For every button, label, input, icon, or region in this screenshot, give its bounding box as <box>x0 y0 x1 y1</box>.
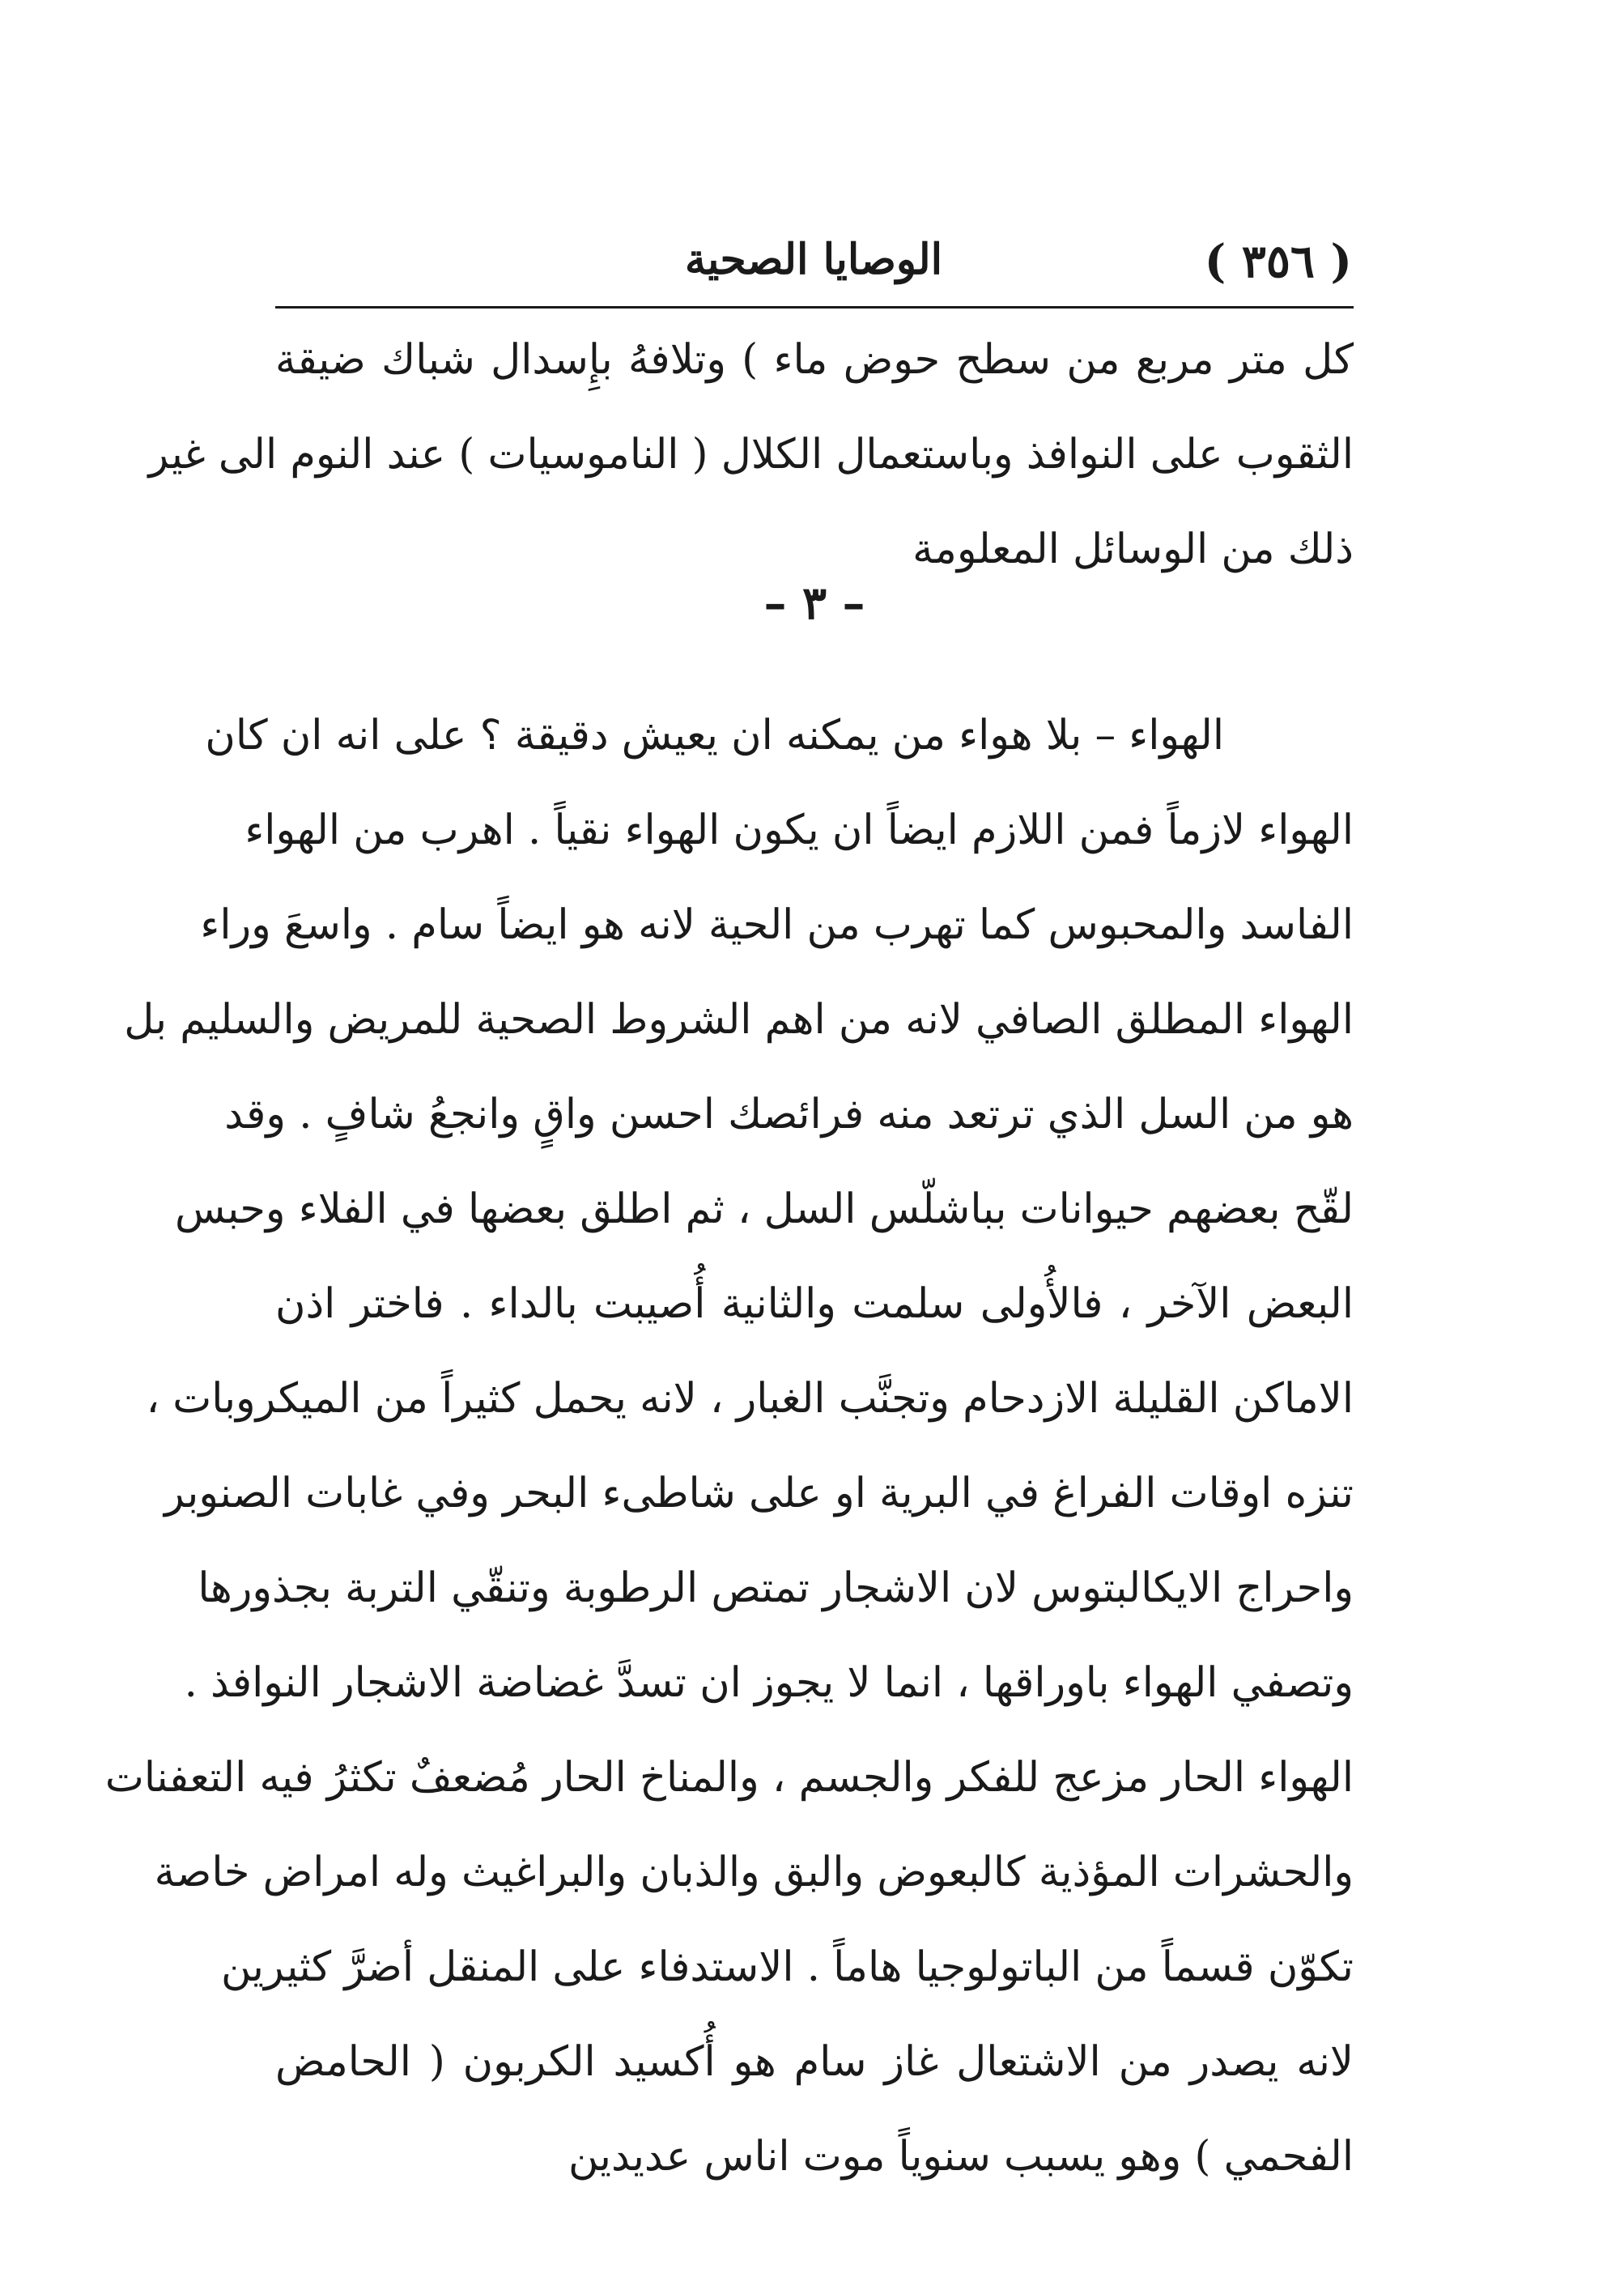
text-line: الفحمي ) وهو يسبب سنوياً موت اناس عديدين <box>568 2133 1354 2181</box>
page-number: ( ٣٥٦ ) <box>1204 235 1352 288</box>
text-line: وتصفي الهواء باوراقها ، انما لا يجوز ان تسدَّ غضاضة الاشجار النوافذ . <box>184 1659 1354 1707</box>
running-title: الوصايا الصحية <box>684 235 943 284</box>
section-number: – ٣ – <box>763 577 865 630</box>
text-line: والحشرات المؤذية كالبعوض والبق والذبان والبراغيث وله امراض خاصة <box>154 1849 1354 1896</box>
text-line: واحراج الايكالبتوس لان الاشجار تمتص الرطوبة وتنقّي التربة بجذورها <box>198 1564 1354 1612</box>
continued-paragraph <box>148 313 1354 597</box>
text-line: الهواء المطلق الصافي لانه من اهم الشروط الصحية للمريض والسليم بل <box>124 996 1354 1044</box>
text-line: الثقوب على النوافذ وباستعمال الكلال ( الناموسيات ) عند النوم الى غير <box>148 431 1354 479</box>
text-line: لقّح بعضهم حيوانات بباشلّس السل ، ثم اطلق بعضها في الفلاء وحبس <box>174 1185 1354 1233</box>
text-line: تنزه اوقات الفراغ في البرية او على شاطىء البحر وفي غابات الصنوبر <box>164 1470 1354 1517</box>
text-line: الهواء الحار مزعج للفكر والجسم ، والمناخ الحار مُضعفٌ تكثرُ فيه التعفنات <box>104 1754 1354 1802</box>
text-line: ذلك من الوسائل المعلومة <box>912 526 1354 573</box>
text-line: كل متر مربع من سطح حوض ماء ) وتلافهُ بإِسدال شباك ضيقة <box>275 336 1354 384</box>
text-line: هو من السل الذي ترتعد منه فرائصك احسن واقٍ وانجعُ شافٍ . وقد <box>224 1091 1354 1138</box>
text-line: تكوّن قسماً من الباتولوجيا هاماً . الاستدفاء على المنقل أضرَّ كثيرين <box>220 1943 1354 1991</box>
text-line: الفاسد والمحبوس كما تهرب من الحية لانه هو ايضاً سام . واسعَ وراء <box>200 901 1354 949</box>
page-header <box>275 220 1352 309</box>
text-line: الاماكن القليلة الازدحام وتجنَّب الغبار ، لانه يحمل كثيراً من الميكروبات ، <box>146 1375 1354 1423</box>
header-divider <box>275 306 1354 309</box>
text-line: الهواء لازماً فمن اللازم ايضاً ان يكون الهواء نقياً . اهرب من الهواء <box>244 807 1354 854</box>
text-line: البعض الآخر ، فالأُولى سلمت والثانية أُصيبت بالداء . فاختر اذن <box>275 1280 1354 1328</box>
text-line: الهواء – بلا هواء من يمكنه ان يعيش دقيقة ؟ على انه ان كان <box>205 712 1224 760</box>
air-paragraph <box>104 688 1354 2204</box>
text-line: لانه يصدر من الاشتعال غاز سام هو أُكسيد الكربون ( الحامض <box>275 2038 1354 2086</box>
